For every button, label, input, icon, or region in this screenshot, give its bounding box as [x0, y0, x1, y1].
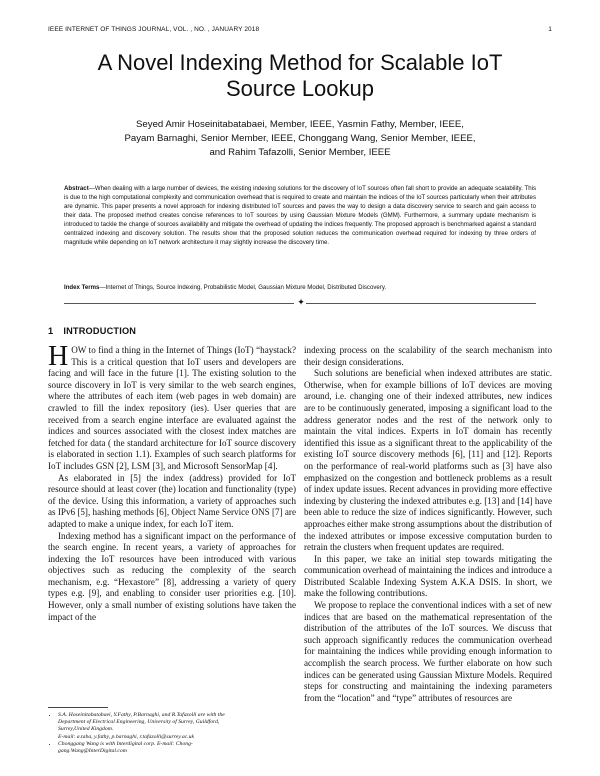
footnote-item: [58, 741, 296, 755]
drop-cap: H: [48, 341, 69, 372]
body-column-right: [304, 345, 552, 704]
page-number: 1: [548, 26, 552, 33]
paragraph: We propose to replace the conventional indices with a set of new indices that are based on the mathematical representation of the distribution of the attributes of the IoT sources. We discuss that such approach significantly reduces the communication overhead for maintaining the indices while providing enough information to accomplish the search process. We further elaborate on how such indices can be generated using Gaussian Mixture Models. Required steps for constructing and maintaining the indexing parameters from the “location” and “type” attributes of resources are: [304, 600, 552, 703]
author-line-2: Payam Barnaghi, Senior Member, IEEE, Chonggang Wang, Senior Member, IEEE,: [124, 133, 476, 144]
paragraph: As elaborated in [5] the index (address) provided for IoT resource should at least cover (the) location and functionality (type) of the device. Using this information, a variety of approaches such as IPv6 [5], hashing methods [6], Object Name Service ONS [7] are adapted to make a unique index, for each IoT item.: [48, 472, 296, 529]
author-line-3: and Rahim Tafazolli, Senior Member, IEEE: [209, 147, 391, 158]
section-heading: [48, 326, 136, 336]
paragraph-text: OW to find a thing in the Internet of Things (IoT) “haystack? This is a critical question that IoT users and developers are facing and will face in the future [1]. The existing solution to the source discovery in IoT is very similar to the web search engines, where the attributes of each item (web pages in web domain) are crawled to fill the index repository (ies). User queries that are received from a search engine interface are evaluated against the indices and sources associated with the closest index matches are fetched for data ( the standard architecture for IoT source discovery is elaborated in section 1.1). Examples of such search platforms for IoT includes GSN [2], LSM [3], and Microsoft SensorMap [4].: [48, 345, 296, 471]
abstract-label: Abstract: [64, 185, 89, 192]
running-header: [48, 26, 552, 38]
footnote-line: • Chonggang Wang is with Interdigital corp. E-mail: Chong-: [58, 740, 193, 747]
abstract: [64, 184, 536, 247]
paragraph: indexing process on the scalability of the search mechanism into their design considerations.: [304, 345, 552, 367]
section-number: 1: [48, 326, 54, 336]
footnote-line: Department of Electrical Engineering, University of Surrey, Guildford,: [58, 719, 220, 726]
journal-running-title: IEEE INTERNET OF THINGS JOURNAL, VOL. , NO. , JANUARY 2018: [48, 26, 260, 33]
footnote-line: • S.A. Hoseinitabatabaei, Y.Fathy, P.Barnaghi, and R.Tafazolli are with the: [58, 712, 225, 718]
footnotes: [48, 712, 296, 755]
divider-star-icon: ✦: [297, 298, 305, 308]
author-list: [40, 118, 560, 160]
section-title: INTRODUCTION: [63, 326, 137, 336]
paragraph: Such solutions are beneficial when indexed attributes are static. Otherwise, when for example billions of IoT devices are moving around, i.e. changing one of their indexed attributes, new indices are to be continuously generated, imposing a significant load to the address generator nodes and the rest of the network only to maintain the vital indices. Experts in IoT domain has recently identified this issue as a significant threat to the applicability of the existing IoT source discovery methods [6], [11] and [12]. Reports on the performance of real-world platforms such as [3] have also emphasized on the congestion and bottleneck problems as a result of index update issues. Recent advances in providing more effective indexing by clustering the indexed attributes e.g. [13] and [14] have been able to reduce the size of indices significantly. However, such approaches either make strong assumptions about the distribution of the indexed attributes or impose excessive computation burden to retrain the clusters when frequent updates are required.: [304, 368, 553, 553]
body-column-left: [48, 341, 296, 623]
divider-line-right: [306, 303, 536, 304]
paper-title: [40, 50, 560, 102]
footnote-rule: [48, 707, 108, 708]
author-line-1: Seyed Amir Hoseinitabatabaei, Member, IEEE, Yasmin Fathy, Member, IEEE,: [136, 119, 464, 130]
footnote-line: Surrey,United Kingdom.: [58, 726, 114, 733]
paper-title-line-1: A Novel Indexing Method for Scalable IoT: [97, 50, 503, 75]
index-terms-text: —Internet of Things, Source Indexing, Probabilistic Model, Gaussian Mixture Model, Distributed Discovery.: [99, 284, 387, 291]
paragraph: In this paper, we take an initial step towards mitigating the communication overhead of maintaining the indices and introduce a Distributed Scalable Indexing System A.K.A DSIS. In short, we make the following contributions.: [304, 553, 552, 599]
divider-line-left: [64, 303, 294, 304]
footnote-email: gang.Wang@InterDigital.com: [58, 748, 127, 755]
index-terms: [64, 283, 536, 292]
index-terms-label: Index Terms: [64, 284, 100, 291]
footnote-email: E-mail: a.taba, y.fathy, p.barnaghi, r.tafazolli@surrey.ac.uk: [58, 733, 194, 740]
footnote-item: [58, 712, 296, 741]
paragraph: [48, 341, 296, 473]
paper-title-line-2: Source Lookup: [226, 76, 374, 101]
paragraph: Indexing method has a significant impact on the performance of the search engine. In recent years, a variety of approaches for indexing the IoT resources have been introduced with various objectives such as reducing the complexity of the search mechanism, e.g. “Hexastore” [8], addressing a variety of query types e.g. [9], and enabling to consider user priorities e.g. [10]. However, only a small number of existing solutions have taken the impact of the: [48, 530, 296, 622]
section-divider: [64, 299, 536, 309]
abstract-text: —When dealing with a large number of devices, the existing indexing solutions for the discovery of IoT sources often fall short to provide an adequate scalability. This is due to the high computational complexity and communication overhead that is required to create and maintain the indices of the IoT sources particularly when their attributes are dynamic. This paper presents a novel approach for indexing distributed IoT sources and paves the way to design a data discovery service to search and gain access to their data. The proposed method creates concise references to IoT sources by using Gaussian Mixture Models (GMM). Furthermore, a summary update mechanism is introduced to tackle the change of sources availability and mitigate the overhead of updating the indices frequently. The proposed approach is benchmarked against a standard centralized indexing and discovery solution. The results show that the proposed solution reduces the communication overhead required for indexing by three orders of magnitude while depending on IoT network architecture it may slightly increase the discovery time.: [64, 185, 536, 246]
